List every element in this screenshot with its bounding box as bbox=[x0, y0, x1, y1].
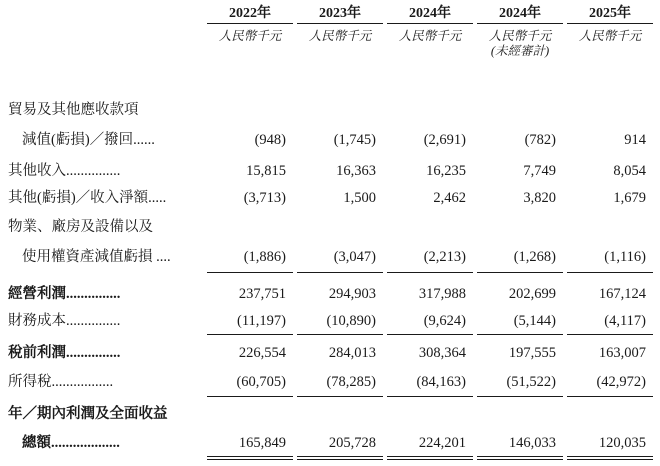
cell-value: (2,691) bbox=[423, 132, 466, 148]
row-label: 物業、廠房及設備以及 bbox=[8, 219, 153, 235]
cell-value: (5,144) bbox=[513, 313, 556, 329]
column-unit: 人民幣千元 bbox=[578, 29, 642, 43]
cell-value: 237,751 bbox=[238, 286, 286, 302]
column-unit: 人民幣千元 bbox=[218, 29, 282, 43]
subtotal-rule bbox=[207, 272, 293, 273]
row-label: 使用權資產減值虧損 .... bbox=[22, 249, 171, 265]
cell-value: 167,124 bbox=[598, 286, 646, 302]
subtotal-rule bbox=[477, 272, 563, 273]
total-double-rule bbox=[297, 456, 383, 460]
cell-value: (2,213) bbox=[423, 249, 466, 265]
cell-value: 294,903 bbox=[328, 286, 376, 302]
subtotal-rule bbox=[387, 272, 473, 273]
column-header-2023 bbox=[297, 6, 383, 44]
cell-value: (1,268) bbox=[513, 249, 556, 265]
cell-value: 202,699 bbox=[508, 286, 556, 302]
row-label: 其他收入............... bbox=[8, 163, 121, 179]
column-year: 2025年 bbox=[567, 6, 653, 24]
subtotal-rule bbox=[387, 334, 473, 335]
row-label: 稅前利潤............... bbox=[8, 345, 121, 361]
cell-value: (1,116) bbox=[604, 249, 646, 265]
column-unit: 人民幣千元 bbox=[308, 29, 372, 43]
subtotal-rule bbox=[477, 396, 563, 397]
cell-value: 7,749 bbox=[523, 163, 556, 179]
column-year: 2022年 bbox=[207, 6, 293, 24]
cell-value: 15,815 bbox=[246, 163, 286, 179]
cell-value: 8,054 bbox=[613, 163, 646, 179]
cell-value: 1,679 bbox=[613, 190, 646, 206]
cell-value: 16,363 bbox=[336, 163, 376, 179]
cell-value: (42,972) bbox=[596, 374, 646, 390]
subtotal-rule bbox=[477, 334, 563, 335]
cell-value: (782) bbox=[524, 132, 556, 148]
total-double-rule bbox=[387, 456, 473, 460]
cell-value: (78,285) bbox=[326, 374, 376, 390]
column-unit: 人民幣千元 bbox=[488, 29, 552, 43]
cell-value: (4,117) bbox=[604, 313, 646, 329]
cell-value: (60,705) bbox=[236, 374, 286, 390]
cell-value: (3,713) bbox=[243, 190, 286, 206]
column-year: 2024年 bbox=[477, 6, 563, 24]
total-double-rule bbox=[207, 456, 293, 460]
column-note: (未經審計) bbox=[490, 44, 550, 58]
subtotal-rule bbox=[387, 396, 473, 397]
subtotal-rule bbox=[567, 272, 653, 273]
cell-value: 205,728 bbox=[328, 435, 376, 451]
cell-value: 308,364 bbox=[418, 345, 466, 361]
cell-value: (948) bbox=[254, 132, 286, 148]
cell-value: (9,624) bbox=[423, 313, 466, 329]
row-label: 其他(虧損)／收入淨額..... bbox=[8, 190, 167, 206]
row-label: 所得稅................. bbox=[8, 374, 114, 390]
total-double-rule bbox=[567, 456, 653, 460]
cell-value: 120,035 bbox=[598, 435, 646, 451]
cell-value: 226,554 bbox=[238, 345, 286, 361]
subtotal-rule bbox=[207, 334, 293, 335]
row-label: 經營利潤............... bbox=[8, 286, 121, 302]
column-year: 2023年 bbox=[297, 6, 383, 24]
column-unit: 人民幣千元 bbox=[398, 29, 462, 43]
column-header-2024-unaudited bbox=[477, 6, 563, 59]
cell-value: 165,849 bbox=[238, 435, 286, 451]
subtotal-rule bbox=[207, 396, 293, 397]
row-label: 減值(虧損)／撥回...... bbox=[22, 132, 155, 148]
cell-value: 1,500 bbox=[343, 190, 376, 206]
cell-value: (3,047) bbox=[333, 249, 376, 265]
cell-value: (1,745) bbox=[333, 132, 376, 148]
row-label: 貿易及其他應收款項 bbox=[8, 102, 139, 118]
subtotal-rule bbox=[297, 334, 383, 335]
cell-value: 146,033 bbox=[508, 435, 556, 451]
subtotal-rule bbox=[567, 334, 653, 335]
total-double-rule bbox=[477, 456, 563, 460]
row-label: 財務成本............... bbox=[8, 313, 121, 329]
cell-value: 284,013 bbox=[328, 345, 376, 361]
column-header-2025 bbox=[567, 6, 653, 44]
cell-value: 2,462 bbox=[433, 190, 466, 206]
subtotal-rule bbox=[297, 272, 383, 273]
cell-value: 3,820 bbox=[523, 190, 556, 206]
cell-value: 224,201 bbox=[418, 435, 466, 451]
column-header-2024 bbox=[387, 6, 473, 44]
cell-value: (1,886) bbox=[243, 249, 286, 265]
subtotal-rule bbox=[297, 396, 383, 397]
cell-value: (11,197) bbox=[237, 313, 286, 329]
cell-value: (84,163) bbox=[416, 374, 466, 390]
cell-value: 197,555 bbox=[508, 345, 556, 361]
cell-value: (51,522) bbox=[506, 374, 556, 390]
subtotal-rule bbox=[567, 396, 653, 397]
column-year: 2024年 bbox=[387, 6, 473, 24]
row-label: 總額................... bbox=[22, 435, 120, 451]
column-header-2022 bbox=[207, 6, 293, 44]
cell-value: 317,988 bbox=[418, 286, 466, 302]
row-label: 年／期內利潤及全面收益 bbox=[8, 406, 168, 422]
cell-value: 16,235 bbox=[426, 163, 466, 179]
cell-value: (10,890) bbox=[326, 313, 376, 329]
cell-value: 163,007 bbox=[598, 345, 646, 361]
cell-value: 914 bbox=[624, 132, 646, 148]
